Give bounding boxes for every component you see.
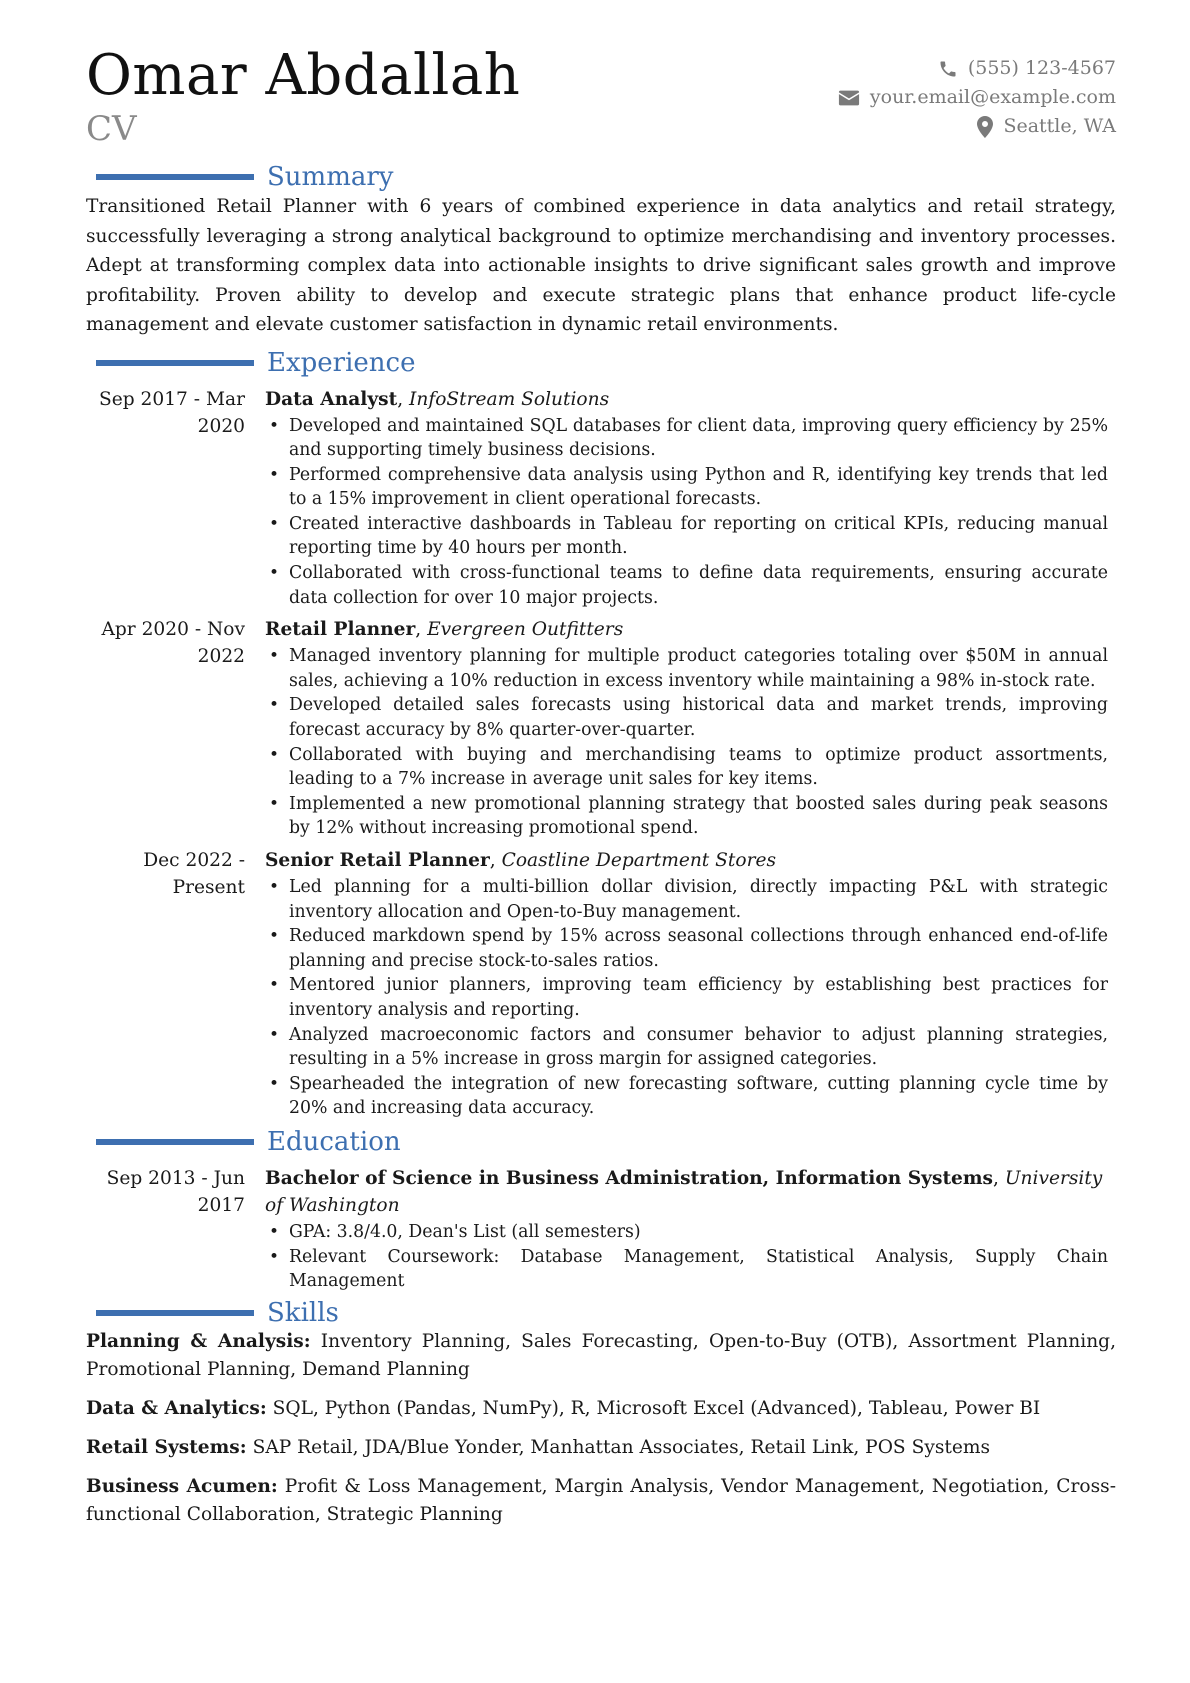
bullet-item: • Reduced markdown spend by 15% across seasonal collections through enhanced end-of-life planning and precise stock-to-sales ratios. bbox=[265, 924, 1116, 973]
institution: University of Washington bbox=[265, 1167, 1103, 1216]
bullet-item: • Mentored junior planners, improving team efficiency by establishing best practices for inventory analysis and reporting. bbox=[265, 973, 1116, 1022]
bullet-item: • Developed detailed sales forecasts using historical data and market trends, improving forecast accuracy by 8% quarter-over-quarter. bbox=[265, 693, 1116, 742]
skill-label: Business Acumen: bbox=[86, 1475, 278, 1497]
job-role: Retail Planner bbox=[265, 619, 416, 641]
bullet-item: • Performed comprehensive data analysis using Python and R, identifying key trends that led to a 15% improvement in client operational forecasts. bbox=[265, 463, 1116, 512]
entry-body bbox=[265, 616, 1116, 841]
person-name: Omar Abdallah bbox=[86, 43, 521, 108]
experience-entry bbox=[86, 386, 1116, 611]
bullet-item: • Collaborated with cross-functional teams to define data requirements, ensuring accurate data collection for over 10 major projects. bbox=[265, 561, 1116, 610]
skills-heading bbox=[86, 1298, 1116, 1330]
entry-date: Sep 2013 - Jun 2017 bbox=[106, 1167, 245, 1216]
section-title: Skills bbox=[267, 1297, 339, 1328]
skill-items: Inventory Planning, Sales Forecasting, Open-to-Buy (OTB), Assortment Planning, Promotional Planning, Demand Planning bbox=[86, 1330, 1116, 1380]
location-text: Seattle, WA bbox=[1003, 115, 1116, 137]
experience-heading bbox=[86, 348, 1116, 380]
bullet-item: • Led planning for a multi-billion dollar division, directly impacting P&L with strategic inventory allocation and Open-to-Buy management. bbox=[265, 875, 1116, 924]
contact-location bbox=[838, 112, 1116, 141]
entry-date: Apr 2020 - Nov 2022 bbox=[101, 619, 245, 668]
bullet-item: • Analyzed macroeconomic factors and consumer behavior to adjust planning strategies, resulting in a 5% increase in gross margin for assigned categories. bbox=[265, 1023, 1116, 1072]
skill-label: Planning & Analysis: bbox=[86, 1330, 311, 1352]
section-divider-bar bbox=[96, 1310, 254, 1316]
organization: InfoStream Solutions bbox=[409, 388, 610, 410]
bullet-list bbox=[265, 414, 1116, 611]
cv-page bbox=[86, 44, 1116, 1540]
section-title: Experience bbox=[267, 347, 416, 378]
entry-title: Senior Retail Planner, Coastline Department Stores bbox=[265, 850, 777, 871]
bullet-item: • Collaborated with buying and merchandising teams to optimize product assortments, leading to a 7% increase in average unit sales for key items. bbox=[265, 743, 1116, 792]
skill-label: Data & Analytics: bbox=[86, 1397, 267, 1419]
skill-group bbox=[86, 1328, 1116, 1384]
education-entry bbox=[86, 1165, 1116, 1294]
skill-items: Profit & Loss Management, Margin Analysis, Vendor Management, Negotiation, Cross-functional Collaboration, Strategic Planning bbox=[86, 1475, 1116, 1525]
bullet-list bbox=[265, 644, 1116, 841]
section-divider-bar bbox=[96, 174, 254, 180]
experience-entry bbox=[86, 847, 1116, 1121]
bullet-item: • Created interactive dashboards in Tableau for reporting on critical KPIs, reducing manual reporting time by 40 hours per month. bbox=[265, 512, 1116, 561]
organization: Evergreen Outfitters bbox=[427, 619, 624, 641]
email-text[interactable]: your.email@example.com bbox=[869, 86, 1116, 108]
summary-text: Transitioned Retail Planner with 6 years of combined experience in data analytics and retail strategy, successfully leveraging a strong analytical background to optimize merchandising and inventory processes. Adept at transforming complex data into actionable insights to drive significant sales growth and improve profitability. Proven ability to develop and execute strategic plans that enhance product life-cycle management and elevate customer satisfaction in dynamic retail environments. bbox=[86, 196, 1116, 335]
entry-body bbox=[265, 847, 1116, 1121]
bullet-list bbox=[265, 1220, 1116, 1294]
map-pin-icon bbox=[977, 116, 993, 138]
skill-items: SAP Retail, JDA/Blue Yonder, Manhattan Associates, Retail Link, POS Systems bbox=[252, 1436, 991, 1458]
experience-entry bbox=[86, 616, 1116, 841]
header bbox=[86, 44, 1116, 156]
skill-group bbox=[86, 1434, 1116, 1462]
contact-email bbox=[838, 83, 1116, 112]
skill-label: Retail Systems: bbox=[86, 1436, 247, 1458]
bullet-item: • Developed and maintained SQL databases for client data, improving query efficiency by 25% and supporting timely business decisions. bbox=[265, 414, 1116, 463]
summary-heading bbox=[86, 162, 1116, 194]
section-title: Education bbox=[267, 1126, 401, 1157]
bullet-item: • Managed inventory planning for multiple product categories totaling over $50M in annual sales, achieving a 10% reduction in excess inventory while maintaining a 98% in-stock rate. bbox=[265, 644, 1116, 693]
entry-body bbox=[265, 386, 1116, 611]
entry-title: Retail Planner, Evergreen Outfitters bbox=[265, 619, 624, 641]
skill-group bbox=[86, 1473, 1116, 1529]
entry-title: Data Analyst, InfoStream Solutions bbox=[265, 388, 610, 410]
skill-group bbox=[86, 1395, 1116, 1423]
degree: Bachelor of Science in Business Administration, Information Systems bbox=[265, 1167, 994, 1189]
education-heading bbox=[86, 1127, 1116, 1159]
bullet-list bbox=[265, 875, 1116, 1121]
envelope-icon bbox=[838, 89, 860, 107]
bullet-item: • GPA: 3.8/4.0, Dean's List (all semesters) bbox=[265, 1220, 1116, 1245]
section-divider-bar bbox=[96, 360, 254, 366]
job-role: Data Analyst bbox=[265, 388, 398, 410]
bullet-item: • Spearheaded the integration of new forecasting software, cutting planning cycle time by 20% and increasing data accuracy. bbox=[265, 1072, 1116, 1121]
entry-title: Bachelor of Science in Business Administration, Information Systems, University of Washington bbox=[265, 1167, 1103, 1216]
entry-body bbox=[265, 1165, 1116, 1294]
bullet-item: • Implemented a new promotional planning strategy that boosted sales during peak seasons by 12% without increasing promotional spend. bbox=[265, 792, 1116, 841]
phone-icon bbox=[938, 59, 958, 79]
phone-text[interactable]: (555) 123-4567 bbox=[967, 57, 1116, 79]
document-type: CV bbox=[86, 109, 137, 149]
section-divider-bar bbox=[96, 1139, 254, 1145]
skills-list bbox=[86, 1328, 1116, 1529]
section-title: Summary bbox=[267, 162, 394, 192]
contact-info bbox=[838, 54, 1116, 141]
entry-date: Dec 2022 - Present bbox=[143, 850, 245, 898]
bullet-item: • Relevant Coursework: Database Management, Statistical Analysis, Supply Chain Management bbox=[265, 1245, 1116, 1294]
job-role: Senior Retail Planner bbox=[265, 850, 490, 871]
contact-phone bbox=[838, 54, 1116, 83]
entry-date: Sep 2017 - Mar 2020 bbox=[99, 388, 245, 437]
skill-items: SQL, Python (Pandas, NumPy), R, Microsoft Excel (Advanced), Tableau, Power BI bbox=[272, 1397, 1041, 1419]
organization: Coastline Department Stores bbox=[501, 850, 777, 871]
